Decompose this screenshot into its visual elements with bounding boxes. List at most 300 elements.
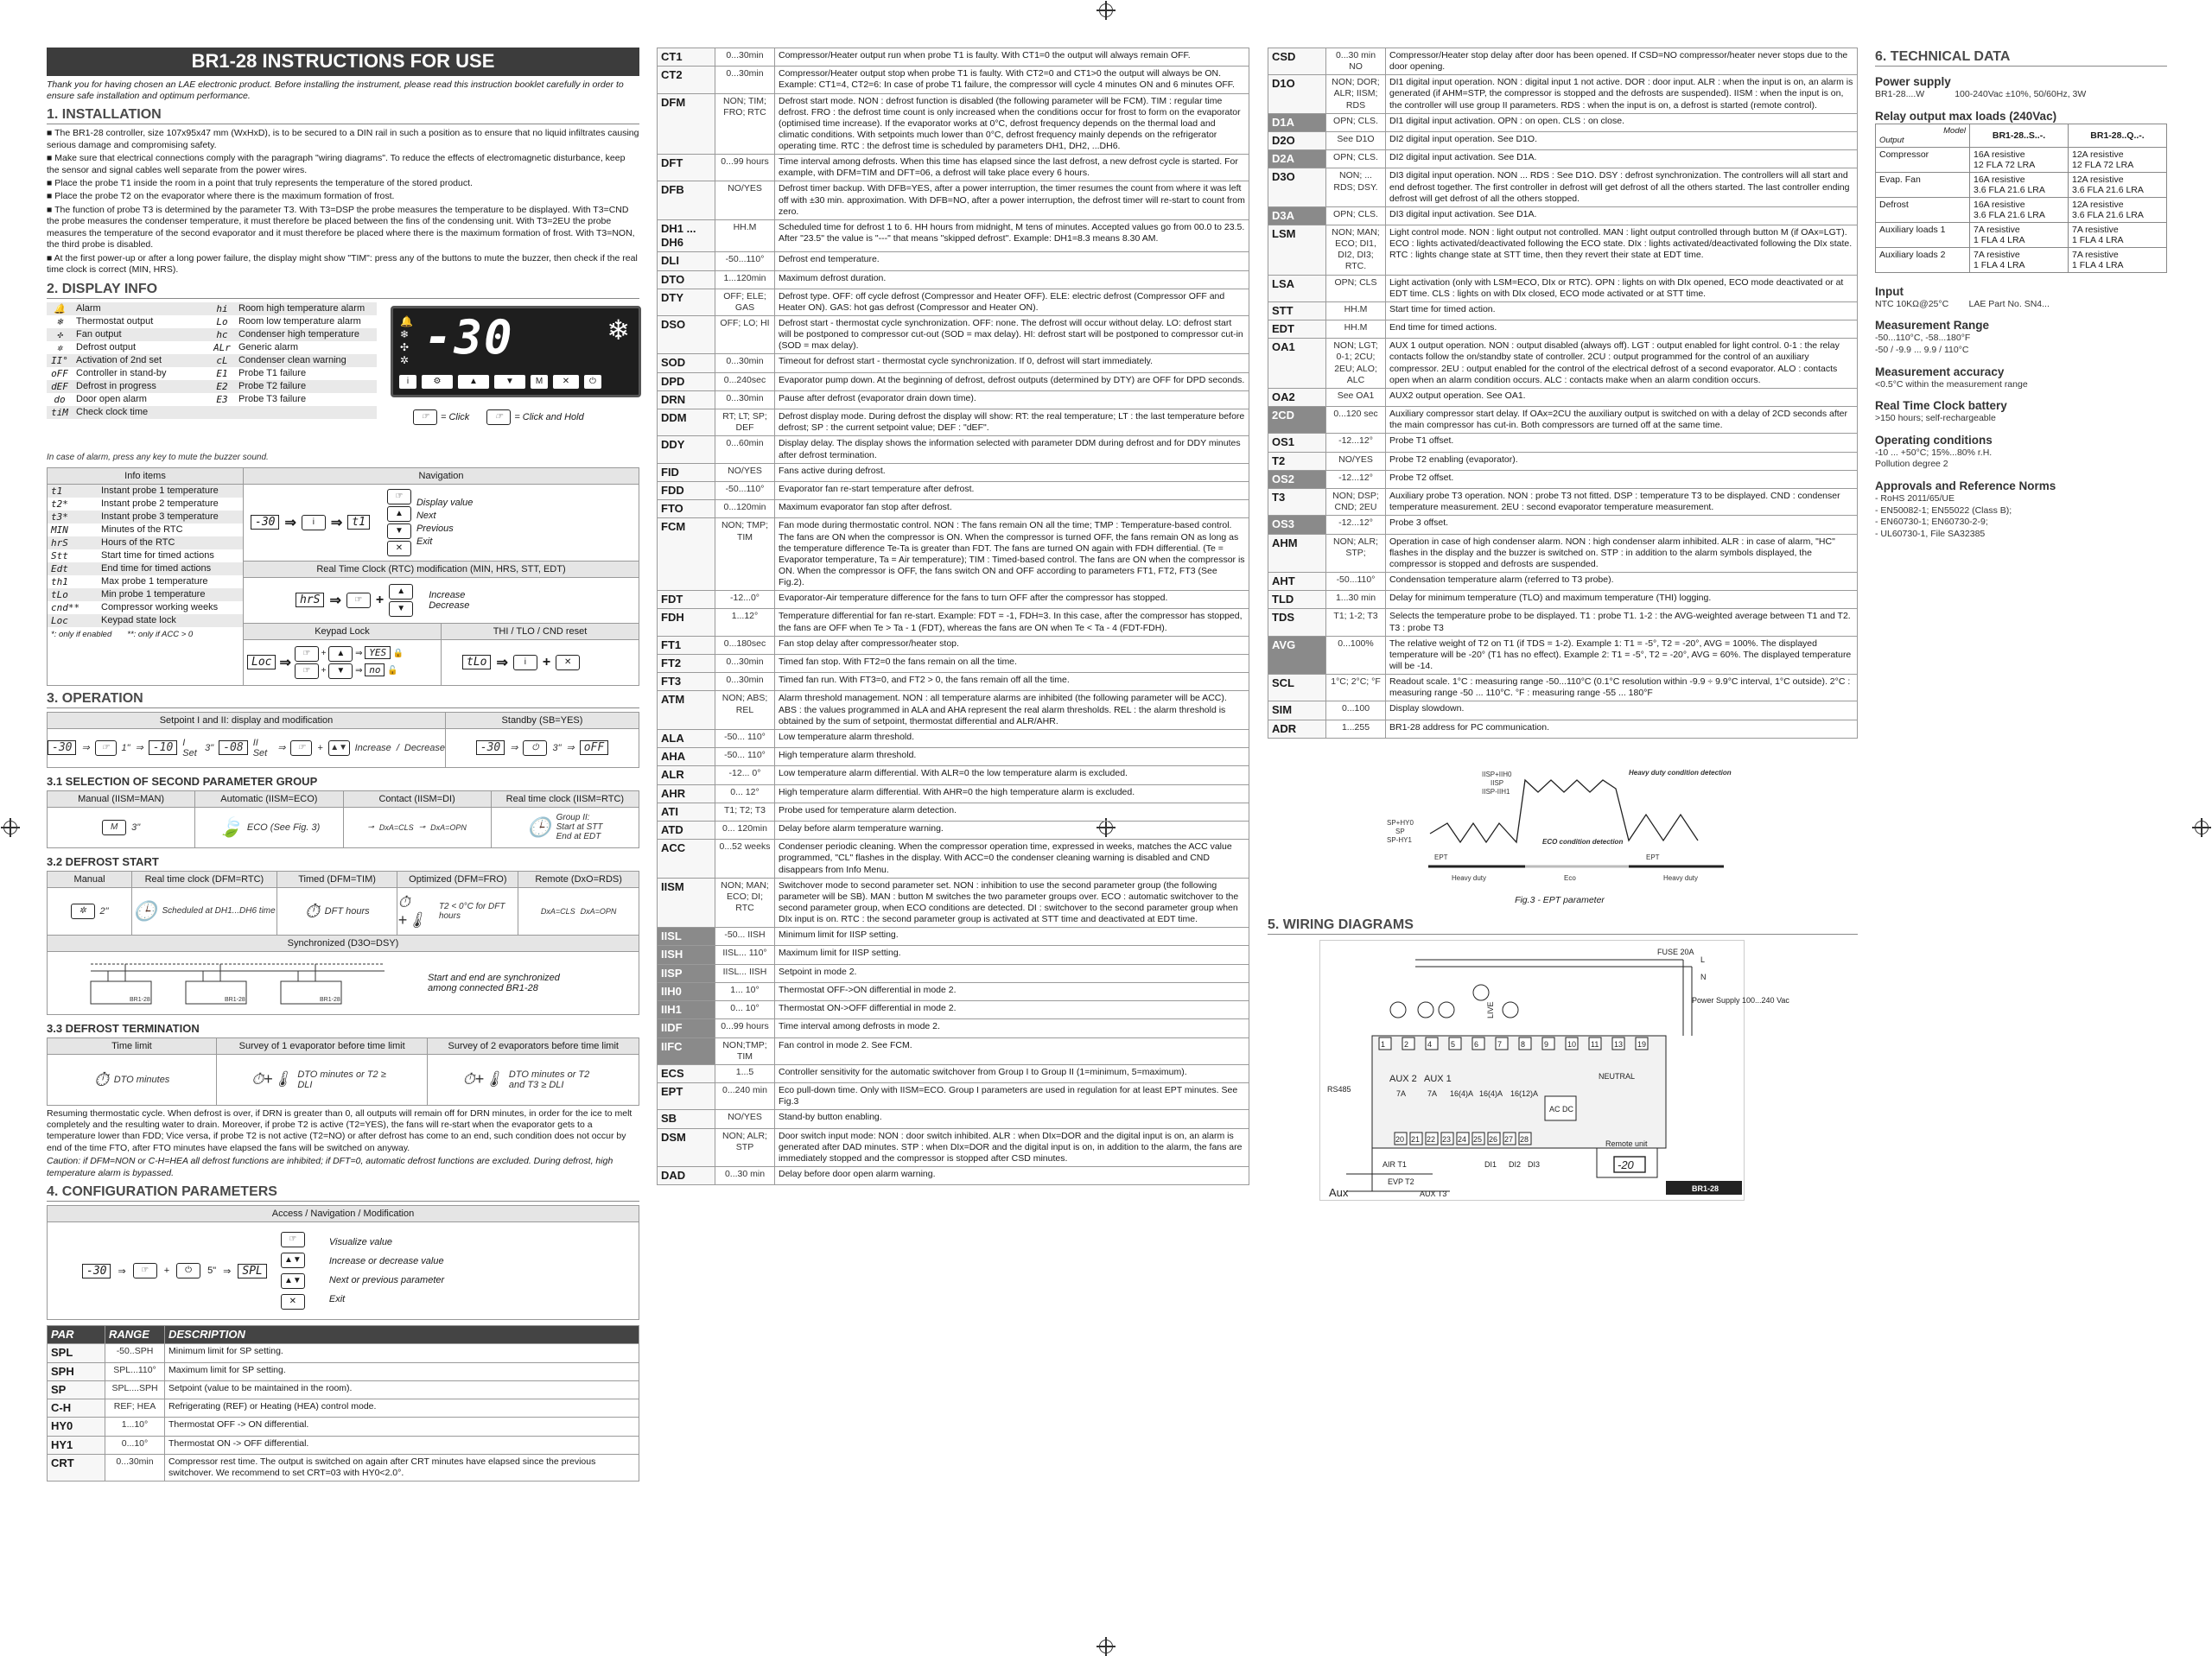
- param-row: [658, 784, 1249, 803]
- arrow-icon: ⇒: [284, 515, 296, 530]
- wiring-fuse: FUSE 20A: [1657, 947, 1694, 956]
- setpoint-col: [48, 713, 446, 767]
- access-label: Visualize value: [328, 1237, 393, 1248]
- fig3-iisp-h0: IISP+IIH0: [1482, 770, 1512, 778]
- ds-manual: [48, 872, 132, 935]
- ds-remote: [518, 872, 639, 935]
- param-code: T2: [1268, 452, 1326, 470]
- param-range: NON; DOR; ALR; IISM; RDS: [1326, 75, 1386, 113]
- param-range: 0...30min: [715, 390, 775, 409]
- param-range: 0...240sec: [715, 372, 775, 390]
- param-row: [658, 766, 1249, 784]
- set-key[interactable]: ⚙: [421, 374, 454, 390]
- keypad-lock-box: [244, 624, 442, 685]
- relay-value-q: 12A resistive 12 FLA 72 LRA: [2069, 147, 2167, 172]
- relay-row: [1876, 147, 2167, 172]
- dt-time: [48, 1038, 217, 1105]
- sg-contact-heading: Contact (IISM=DI): [344, 791, 491, 808]
- install-item: ■ At the first power-up or after a long power failure, the display might show "TIM": press any of the buttons to mute the buzzer, then check if the real time clock is correct (MIN, HRS).: [47, 252, 638, 276]
- display-code-label: Room high temperature alarm: [235, 302, 377, 315]
- terminal-number: 4: [1427, 1039, 1433, 1049]
- info-item-label: Compressor working weeks: [101, 602, 219, 612]
- sec-3: 3": [205, 742, 214, 753]
- timer-icon: ⏱: [93, 1068, 109, 1090]
- setpoint-diagram: -30 ⇒ ☞ 1" ⇒ -10 I Set 3" -08 II Set ⇒ ☞ + ▲▼ Increase / Decrease: [48, 729, 445, 767]
- display-info-heading: 2. DISPLAY INFO: [47, 282, 639, 299]
- param-range: -50... 110°: [715, 729, 775, 747]
- input-heading: Input: [1875, 284, 1904, 298]
- lock-reset-row: [244, 623, 639, 685]
- param-range: 0...30min: [715, 654, 775, 672]
- dt-one: [217, 1038, 429, 1105]
- info-item-row: [48, 536, 243, 549]
- installation-heading: 1. INSTALLATION: [47, 107, 639, 124]
- set-key-icon: ☞: [133, 1263, 157, 1278]
- terminal-number: 13: [1614, 1039, 1624, 1049]
- power-model: BR1-28....W: [1875, 89, 1925, 99]
- param-description: DI1 digital input operation. NON : digital input 1 not active. DOR : door input. ALR : when the input is on, an alarm is generated (if AHM=STP, the compressor is stopped and the defrosts are suspended). IISM : when the input is on, the controller will use group II parameters. RDS : when the input is on, a defrost is started (remote control).: [1386, 75, 1858, 113]
- relay-value-q: 7A resistive 1 FLA 4 LRA: [2069, 247, 2167, 272]
- display-code: cL: [209, 354, 235, 367]
- access-diagram: -30 ⇒ ☞ + ⏻ 5" ⇒ SPL ☞ ▲▼ ▲▼ ✕ Visualize value Increase or decrease value Next or previous parameter Exit: [48, 1222, 639, 1319]
- param-row: [658, 289, 1249, 315]
- param-row: [658, 654, 1249, 672]
- param-range: 0...52 weeks: [715, 840, 775, 878]
- param-code: AHR: [658, 784, 715, 803]
- param-range: 0...120 sec: [1326, 407, 1386, 434]
- param-description: DI3 digital input activation. See D1A.: [1386, 206, 1858, 225]
- ds-opt-text: T2 < 0°C for DFT hours: [438, 901, 505, 921]
- terminal-number: 23: [1442, 1134, 1452, 1144]
- param-range: OPN; CLS.: [1326, 113, 1386, 131]
- relay-value-q: 7A resistive 1 FLA 4 LRA: [2069, 222, 2167, 247]
- param-range: HH.M: [1326, 320, 1386, 339]
- setpoint-heading: Setpoint I and II: display and modification: [48, 713, 445, 729]
- param-range: 0...99 hours: [715, 155, 775, 181]
- info-item-code: hrS: [48, 536, 98, 549]
- hold-legend-label: = Click and Hold: [514, 411, 584, 422]
- param-description: Low temperature alarm threshold.: [775, 729, 1249, 747]
- info-navigation-box: [47, 467, 639, 686]
- param-row: [658, 729, 1249, 747]
- x-key[interactable]: ✕: [552, 374, 580, 390]
- param-description: Scheduled time for defrost 1 to 6. HH hours from midnight, M tens of minutes. Accepted values go from 00.0 to 23.5. After "23.5" the value is "---" that means "skipped defrost". Example: DH1=8.3 means 8.30 AM.: [775, 219, 1249, 252]
- param-code: DLI: [658, 252, 715, 270]
- param-row: [658, 1110, 1249, 1128]
- param-range: NO/YES: [715, 181, 775, 219]
- param-range: 0...30min: [715, 354, 775, 372]
- terminal-number: 6: [1474, 1039, 1479, 1049]
- power-line: [1875, 89, 2167, 101]
- wiring-air: AIR T1: [1382, 1159, 1407, 1169]
- rtc-labels: [429, 590, 469, 611]
- param-range: NON; ABS; REL: [715, 691, 775, 729]
- params-table-3: [1268, 48, 1858, 739]
- param-description: Evaporator fan re-start temperature after defrost.: [775, 481, 1249, 499]
- param-code: SP: [48, 1380, 105, 1399]
- sync-body: [48, 952, 639, 1014]
- info-item-label: Min probe 1 temperature: [98, 588, 243, 601]
- info-item-label: End time for timed actions: [98, 562, 243, 575]
- display-code: ALr: [213, 341, 231, 353]
- param-range: T1; T2; T3: [715, 803, 775, 821]
- timer-thermometer-icon: ⏱+🌡: [462, 1070, 504, 1088]
- display-code: E1: [216, 367, 228, 379]
- tech-heading: 6. TECHNICAL DATA: [1875, 49, 2167, 67]
- param-description: Minimum limit for IISP setting.: [775, 928, 1249, 946]
- param-range: -50...110°: [715, 481, 775, 499]
- wiring-live: LIVE: [1486, 1001, 1495, 1018]
- sb-display: -30: [476, 740, 505, 755]
- param-row: [48, 1344, 639, 1362]
- info-item-row: [48, 601, 243, 614]
- param-code: DPD: [658, 372, 715, 390]
- param-description: Compressor/Heater output stop when probe T1 is faulty. With CT2=0 and CT1>0 the output will always be ON. Example: CT1=4, CT2=6: In case of probe T1 failure, the compressor will cycle 4 minutes ON and 6 minutes OFF.: [775, 67, 1249, 93]
- display-icon-row: [47, 354, 377, 367]
- fig3-heavy: Heavy duty condition detection: [1629, 768, 1732, 777]
- param-range: -12...12°: [1326, 434, 1386, 452]
- sp-increase: Increase: [354, 742, 391, 753]
- sg-rtc: [492, 791, 639, 847]
- legend-click: [413, 409, 584, 425]
- info-item-label: Max probe 1 temperature: [101, 576, 208, 587]
- m-key-icon: M: [102, 820, 126, 835]
- dt-two-text: DTO minutes or T2 and T3 ≥ DLI: [508, 1069, 590, 1090]
- param-description: BR1-28 address for PC communication.: [1386, 720, 1858, 738]
- param-row: [1268, 301, 1858, 320]
- param-description: Condensation temperature alarm (referred to T3 probe).: [1386, 572, 1858, 590]
- ds-opt-body: [397, 888, 518, 935]
- param-description: Fan control in mode 2. See FCM.: [775, 1037, 1249, 1064]
- sync-text: Start and end are synchronized among connected BR1-28: [428, 972, 560, 993]
- param-code: AHA: [658, 748, 715, 766]
- operating-2: Pollution degree 2: [1875, 459, 1948, 470]
- param-row: [658, 436, 1249, 463]
- param-code: CT2: [658, 67, 715, 93]
- info-item-code: Loc: [48, 614, 98, 627]
- info-item-code: Stt: [51, 549, 68, 562]
- registration-mark-top: [1099, 3, 1113, 17]
- nav-t1: t1: [347, 515, 370, 530]
- param-description: Setpoint (value to be maintained in the room).: [165, 1380, 639, 1399]
- param-row: [1268, 470, 1858, 488]
- fan-icon: ✣: [47, 328, 73, 341]
- param-range: 1...12°: [715, 609, 775, 636]
- param-code: DTO: [658, 270, 715, 289]
- ds-rtc-text: Scheduled at DH1...DH6 time: [162, 906, 276, 916]
- display-icon-row: [47, 341, 377, 354]
- info-footnotes: [48, 627, 243, 642]
- param-row: [658, 1083, 1249, 1110]
- up-key-icon: ▲: [389, 584, 413, 600]
- sg-rtc-2: Start at STT: [556, 822, 603, 832]
- lock-no: no: [365, 663, 385, 676]
- param-range: -50...110°: [1326, 572, 1386, 590]
- param-row: [658, 316, 1249, 354]
- terminal-number: 1: [1381, 1039, 1386, 1049]
- param-row: [658, 1019, 1249, 1037]
- standby-heading: Standby (SB=YES): [446, 713, 639, 729]
- param-code: DH1 ... DH6: [658, 219, 715, 252]
- terminal-number: 26: [1489, 1134, 1498, 1144]
- param-description: Fan stop delay after compressor/heater stop.: [775, 636, 1249, 654]
- params-table-2: [657, 48, 1249, 1185]
- param-description: Delay before door open alarm warning.: [775, 1167, 1249, 1185]
- defrost-icon: ✲: [56, 341, 63, 353]
- nav-display: -30: [251, 515, 279, 530]
- wiring-aux2: AUX 2: [1389, 1073, 1417, 1084]
- ds-timed-heading: Timed (DFM=TIM): [277, 872, 397, 888]
- param-range: NON; ALR; STP: [715, 1128, 775, 1166]
- wiring-l: L: [1700, 955, 1706, 964]
- param-description: Time interval among defrosts in mode 2.: [775, 1019, 1249, 1037]
- param-description: Pause after defrost (evaporator drain down time).: [775, 390, 1249, 409]
- m-key[interactable]: M: [530, 374, 549, 390]
- wiring-amp-fan2: 16(4)A: [1479, 1088, 1503, 1098]
- param-row: [1268, 168, 1858, 206]
- info-key[interactable]: i: [398, 374, 417, 390]
- display-icon-row: [47, 367, 377, 380]
- display-icon-row: [47, 380, 377, 393]
- param-range: -12... 0°: [715, 766, 775, 784]
- param-description: Light activation (only with LSM=ECO, DIx or RTC). OPN : lights on with DIx opened, ECO mode deactivated or at EDT time. CLS : lights on with DIx closed, ECO mode activated or at STT time.: [1386, 275, 1858, 301]
- param-code: IISP: [658, 964, 715, 982]
- access-label: Increase or decrease value: [328, 1256, 444, 1267]
- standby-diagram: -30 ⇒ ⏻ 3" ⇒ oFF: [446, 729, 639, 767]
- info-item-row: [48, 511, 243, 523]
- param-range: 1...30 min: [1326, 591, 1386, 609]
- leaf-icon: 🍃: [218, 815, 242, 838]
- terminal-number: 11: [1591, 1039, 1599, 1049]
- lock-yes: YES: [365, 646, 391, 659]
- relay-row: [1876, 247, 2167, 272]
- defrost-key-icon: ✲: [71, 904, 95, 919]
- param-range: 1...5: [715, 1064, 775, 1082]
- param-range: SPL...110°: [105, 1362, 165, 1380]
- code-def: dEF: [47, 380, 73, 393]
- sg-rtc-3: End at EDT: [556, 832, 601, 841]
- display-icon-label: Door open alarm: [76, 394, 147, 404]
- display-icon-row: [47, 302, 377, 315]
- param-code: DFT: [658, 155, 715, 181]
- param-description: Setpoint in mode 2.: [775, 964, 1249, 982]
- device-panel: [391, 306, 641, 397]
- param-description: Readout scale. 1°C : measuring range -50...110°C (0.1°C resolution within -9.9 ÷ 9.9°C interval, 1°C outside). 2°C : measuring range -50 ... 110°C. °F : measuring range -55 ... 180°F: [1386, 675, 1858, 701]
- param-description: Maximum limit for SP setting.: [165, 1362, 639, 1380]
- reset-tlo: tLo: [462, 655, 491, 669]
- display-code: [209, 406, 235, 419]
- param-row: [658, 463, 1249, 481]
- param-code: FID: [658, 463, 715, 481]
- param-description: Fans active during defrost.: [775, 463, 1249, 481]
- terminal-number: 10: [1567, 1039, 1577, 1049]
- param-row: [1268, 434, 1858, 452]
- param-row: [658, 354, 1249, 372]
- fig3-iisp: IISP: [1491, 778, 1504, 787]
- terminal-number: 24: [1458, 1134, 1467, 1144]
- param-range: 0...100: [1326, 701, 1386, 720]
- relay-value-s: 7A resistive 1 FLA 4 LRA: [1970, 222, 2069, 247]
- param-code: OS3: [1268, 516, 1326, 534]
- access-sec: 5": [207, 1266, 217, 1277]
- param-range: NON; ALR; STP;: [1326, 534, 1386, 572]
- panel-display-value: -30: [424, 309, 514, 365]
- param-code: ECS: [658, 1064, 715, 1082]
- param-code: FT1: [658, 636, 715, 654]
- wiring-aux1: AUX 1: [1424, 1073, 1452, 1084]
- info-item-row: [48, 549, 243, 562]
- wiring-svg: [1320, 941, 1789, 1200]
- param-code: C-H: [48, 1399, 105, 1418]
- sb-off: oFF: [580, 740, 608, 755]
- exit-key-icon: ✕: [387, 541, 411, 556]
- defrost-term-heading: 3.3 DEFROST TERMINATION: [47, 1021, 200, 1035]
- param-description: Thermostat ON -> OFF differential.: [165, 1436, 639, 1454]
- param-range: OPN; CLS: [1326, 275, 1386, 301]
- param-code: CRT: [48, 1454, 105, 1481]
- param-code: IIDF: [658, 1019, 715, 1037]
- relay-value-s: 16A resistive 3.6 FLA 21.6 LRA: [1970, 172, 2069, 197]
- fig3-ept-1: EPT: [1434, 853, 1448, 861]
- sg-rtc-heading: Real time clock (IISM=RTC): [492, 791, 639, 808]
- install-item: ■ The function of probe T3 is determined by the parameter T3. With T3=DSP the probe measures the temperature to be displayed. With T3=CND the probe measures the condenser temperature, it must therefore be placed between the fins of the condensing unit. With T3=2EU the probe measures the temperature of the second evaporator and it must therefore be placed where there is the maximum formation of frost. With T3=NON, the third probe is disabled.: [47, 204, 635, 251]
- power-key[interactable]: ⏻: [583, 374, 602, 390]
- param-row: [658, 219, 1249, 252]
- param-row: [1268, 452, 1858, 470]
- param-row: [1268, 275, 1858, 301]
- param-description: Evaporator-Air temperature difference for the fans to turn OFF after the compressor has stopped.: [775, 591, 1249, 609]
- norm-item: - RoHS 2011/65/UE: [1875, 493, 1955, 504]
- display-code-label: [235, 406, 377, 419]
- sg-contact-body: [344, 808, 491, 847]
- param-row: [658, 372, 1249, 390]
- set-key-icon: ☞: [295, 646, 319, 662]
- bell-icon: 🔔: [47, 302, 73, 315]
- down-key-icon: ▼: [389, 601, 413, 617]
- param-code: CSD: [1268, 48, 1326, 75]
- wiring-diagram: [1319, 940, 1789, 1201]
- param-code: TDS: [1268, 609, 1326, 636]
- panel-side-icons: 🔔 ❄ ✣ ✲: [400, 314, 413, 366]
- param-description: Light control mode. NON : light output not controlled. MAN : light output controlled through button M (if OAx=LGT). ECO : lights activated/deactivated following the ECO state. DIx : lights activated/deactivated following the DIx state. RTC : lights change state at STT time, then they revert their state at EDT time.: [1386, 225, 1858, 276]
- param-range: 0...30 min NO: [1326, 48, 1386, 75]
- display-icon-row: [47, 406, 377, 419]
- param-code: ACC: [658, 840, 715, 878]
- terminal-number: 21: [1411, 1134, 1421, 1144]
- param-row: [658, 270, 1249, 289]
- param-description: Stand-by button enabling.: [775, 1110, 1249, 1128]
- param-row: [1268, 339, 1858, 389]
- info-key-icon: i: [513, 655, 537, 670]
- rtc-battery-value: >150 hours; self-rechargeable: [1875, 413, 1996, 424]
- up-key[interactable]: ▲: [457, 374, 490, 390]
- param-code: LSM: [1268, 225, 1326, 276]
- down-key[interactable]: ▼: [493, 374, 526, 390]
- param-description: Defrost timer backup. With DFB=YES, after a power interruption, the timer resumes the count from where it was left off with ±30 min. approximation. With DFB=NO, after a power interruption, the defrost timer will re-start to count from zero.: [775, 181, 1249, 219]
- param-range: NON; MAN; ECO; DI; RTC: [715, 878, 775, 928]
- param-range: -50...110°: [715, 252, 775, 270]
- access-display: -30: [82, 1264, 111, 1278]
- fig3-bar-heavy-2: Heavy duty: [1663, 873, 1699, 882]
- navigation-heading: Navigation: [244, 468, 639, 485]
- param-row: [1268, 516, 1858, 534]
- param-description: Defrost start - thermostat cycle synchronization. OFF: none. The defrost will occur without delay. LO: defrost start will be postponed to compressor cut-out (SOD = max delay). HI: defrost start will be postponed to compressor cut-in (SOD = max delay).: [775, 316, 1249, 354]
- param-range: -50... 110°: [715, 748, 775, 766]
- display-code: E3: [216, 393, 228, 405]
- param-code: SPH: [48, 1362, 105, 1380]
- param-description: Temperature differential for fan re-start. Example: FDT = -1, FDH=3. In this case, after the compressor has stopped, the fans are OFF when Te > Ta - 1 (FDT), whereas the fans are ON when Te < Ta - 4 (FDT-FDH).: [775, 609, 1249, 636]
- info-items-col: [48, 468, 244, 685]
- display-icon-label: Defrost in progress: [73, 380, 209, 393]
- info-item-label: Instant probe 3 temperature: [98, 511, 243, 523]
- param-code: IIH1: [658, 1001, 715, 1019]
- info-item-row: [48, 562, 243, 575]
- switch-open-icon: ⊸: [418, 822, 426, 831]
- norm-item: - EN50082-1; EN55022 (Class B);: [1875, 504, 2012, 516]
- param-description: Selects the temperature probe to be displayed. T1 : probe T1. 1-2 : the AVG-weighted average between T1 and T2. T3 : probe T3: [1386, 609, 1858, 636]
- display-code-label: Probe T3 failure: [238, 394, 307, 404]
- display-code: hc: [209, 328, 235, 341]
- col-par: PAR: [48, 1326, 105, 1344]
- operation-heading: 3. OPERATION: [47, 691, 639, 708]
- param-range: 0...100%: [1326, 636, 1386, 674]
- click-key-icon: ☞: [413, 409, 437, 425]
- code-do: do: [54, 393, 66, 405]
- terminal-number: 22: [1427, 1134, 1436, 1144]
- param-row: [658, 390, 1249, 409]
- dt-two-heading: Survey of 2 evaporators before time limit: [428, 1038, 639, 1055]
- range-2: -50 / -9.9 ... 9.9 / 110°C: [1875, 344, 1969, 355]
- accuracy-value: <0.5°C within the measurement range: [1875, 378, 2028, 390]
- sg-sec: 3": [131, 822, 141, 833]
- fig3-diagram: [1378, 763, 1741, 892]
- param-row: [658, 518, 1249, 591]
- param-code: SIM: [1268, 701, 1326, 720]
- ds-rtc: [132, 872, 277, 935]
- param-range: SPL....SPH: [105, 1380, 165, 1399]
- param-code: 2CD: [1268, 407, 1326, 434]
- set-key-icon: ☞: [290, 740, 312, 756]
- column-3: [1268, 48, 1858, 1201]
- param-row: [48, 1454, 639, 1481]
- param-description: Probe 3 offset.: [1386, 516, 1858, 534]
- param-code: DDY: [658, 436, 715, 463]
- param-range: IISL... IISH: [715, 964, 775, 982]
- plus-icon: +: [542, 654, 551, 669]
- param-description: Defrost end temperature.: [775, 252, 1249, 270]
- arrow-icon: ⇒: [329, 593, 341, 608]
- param-code: DSM: [658, 1128, 715, 1166]
- rtc-decrease: Decrease: [429, 600, 470, 611]
- range-1: -50...110°C, -58...180°F: [1875, 333, 1971, 344]
- fig3-block: [1378, 763, 1741, 905]
- param-code: SB: [658, 1110, 715, 1128]
- exit-key-icon: ✕: [556, 655, 580, 670]
- ds-timed-body: [277, 888, 397, 935]
- param-description: The relative weight of T2 on T1 (if TDS = 1-2). Example 1: T1 = -5°, T2 = -20°, AVG = 100%. The displayed temperature will be -20° (T1 has no effect). Example 2: T1 = -5°, T2 = -20°, AVG = 60%. The displayed temperature will be -14.: [1386, 636, 1858, 674]
- standby-col: [446, 713, 639, 767]
- param-description: Display slowdown.: [1386, 701, 1858, 720]
- relay-output: Auxiliary loads 1: [1876, 222, 1970, 247]
- norms-list: [1875, 493, 2167, 541]
- caution-text: Caution: if DFM=NON or C-H=HEA all defrost functions are inhibited; if DFT=0, automatic defrost functions are excluded. During defrost, high temperature alarm is bypassed.: [47, 1156, 613, 1178]
- wiring-amp-aux1: 7A: [1427, 1088, 1438, 1098]
- svg-text:BR1-28: BR1-28: [225, 996, 245, 1003]
- relay-model-1: BR1-28..S..-.: [1970, 124, 2069, 147]
- param-range: NON; DSP; CND; 2EU: [1326, 489, 1386, 516]
- param-description: Time interval among defrosts. When this time has elapsed since the last defrost, a new defrost cycle is started. For example, with DFM=TIM and DFT=06, a defrost will take place every 6 hours.: [775, 155, 1249, 181]
- param-range: 0...120min: [715, 500, 775, 518]
